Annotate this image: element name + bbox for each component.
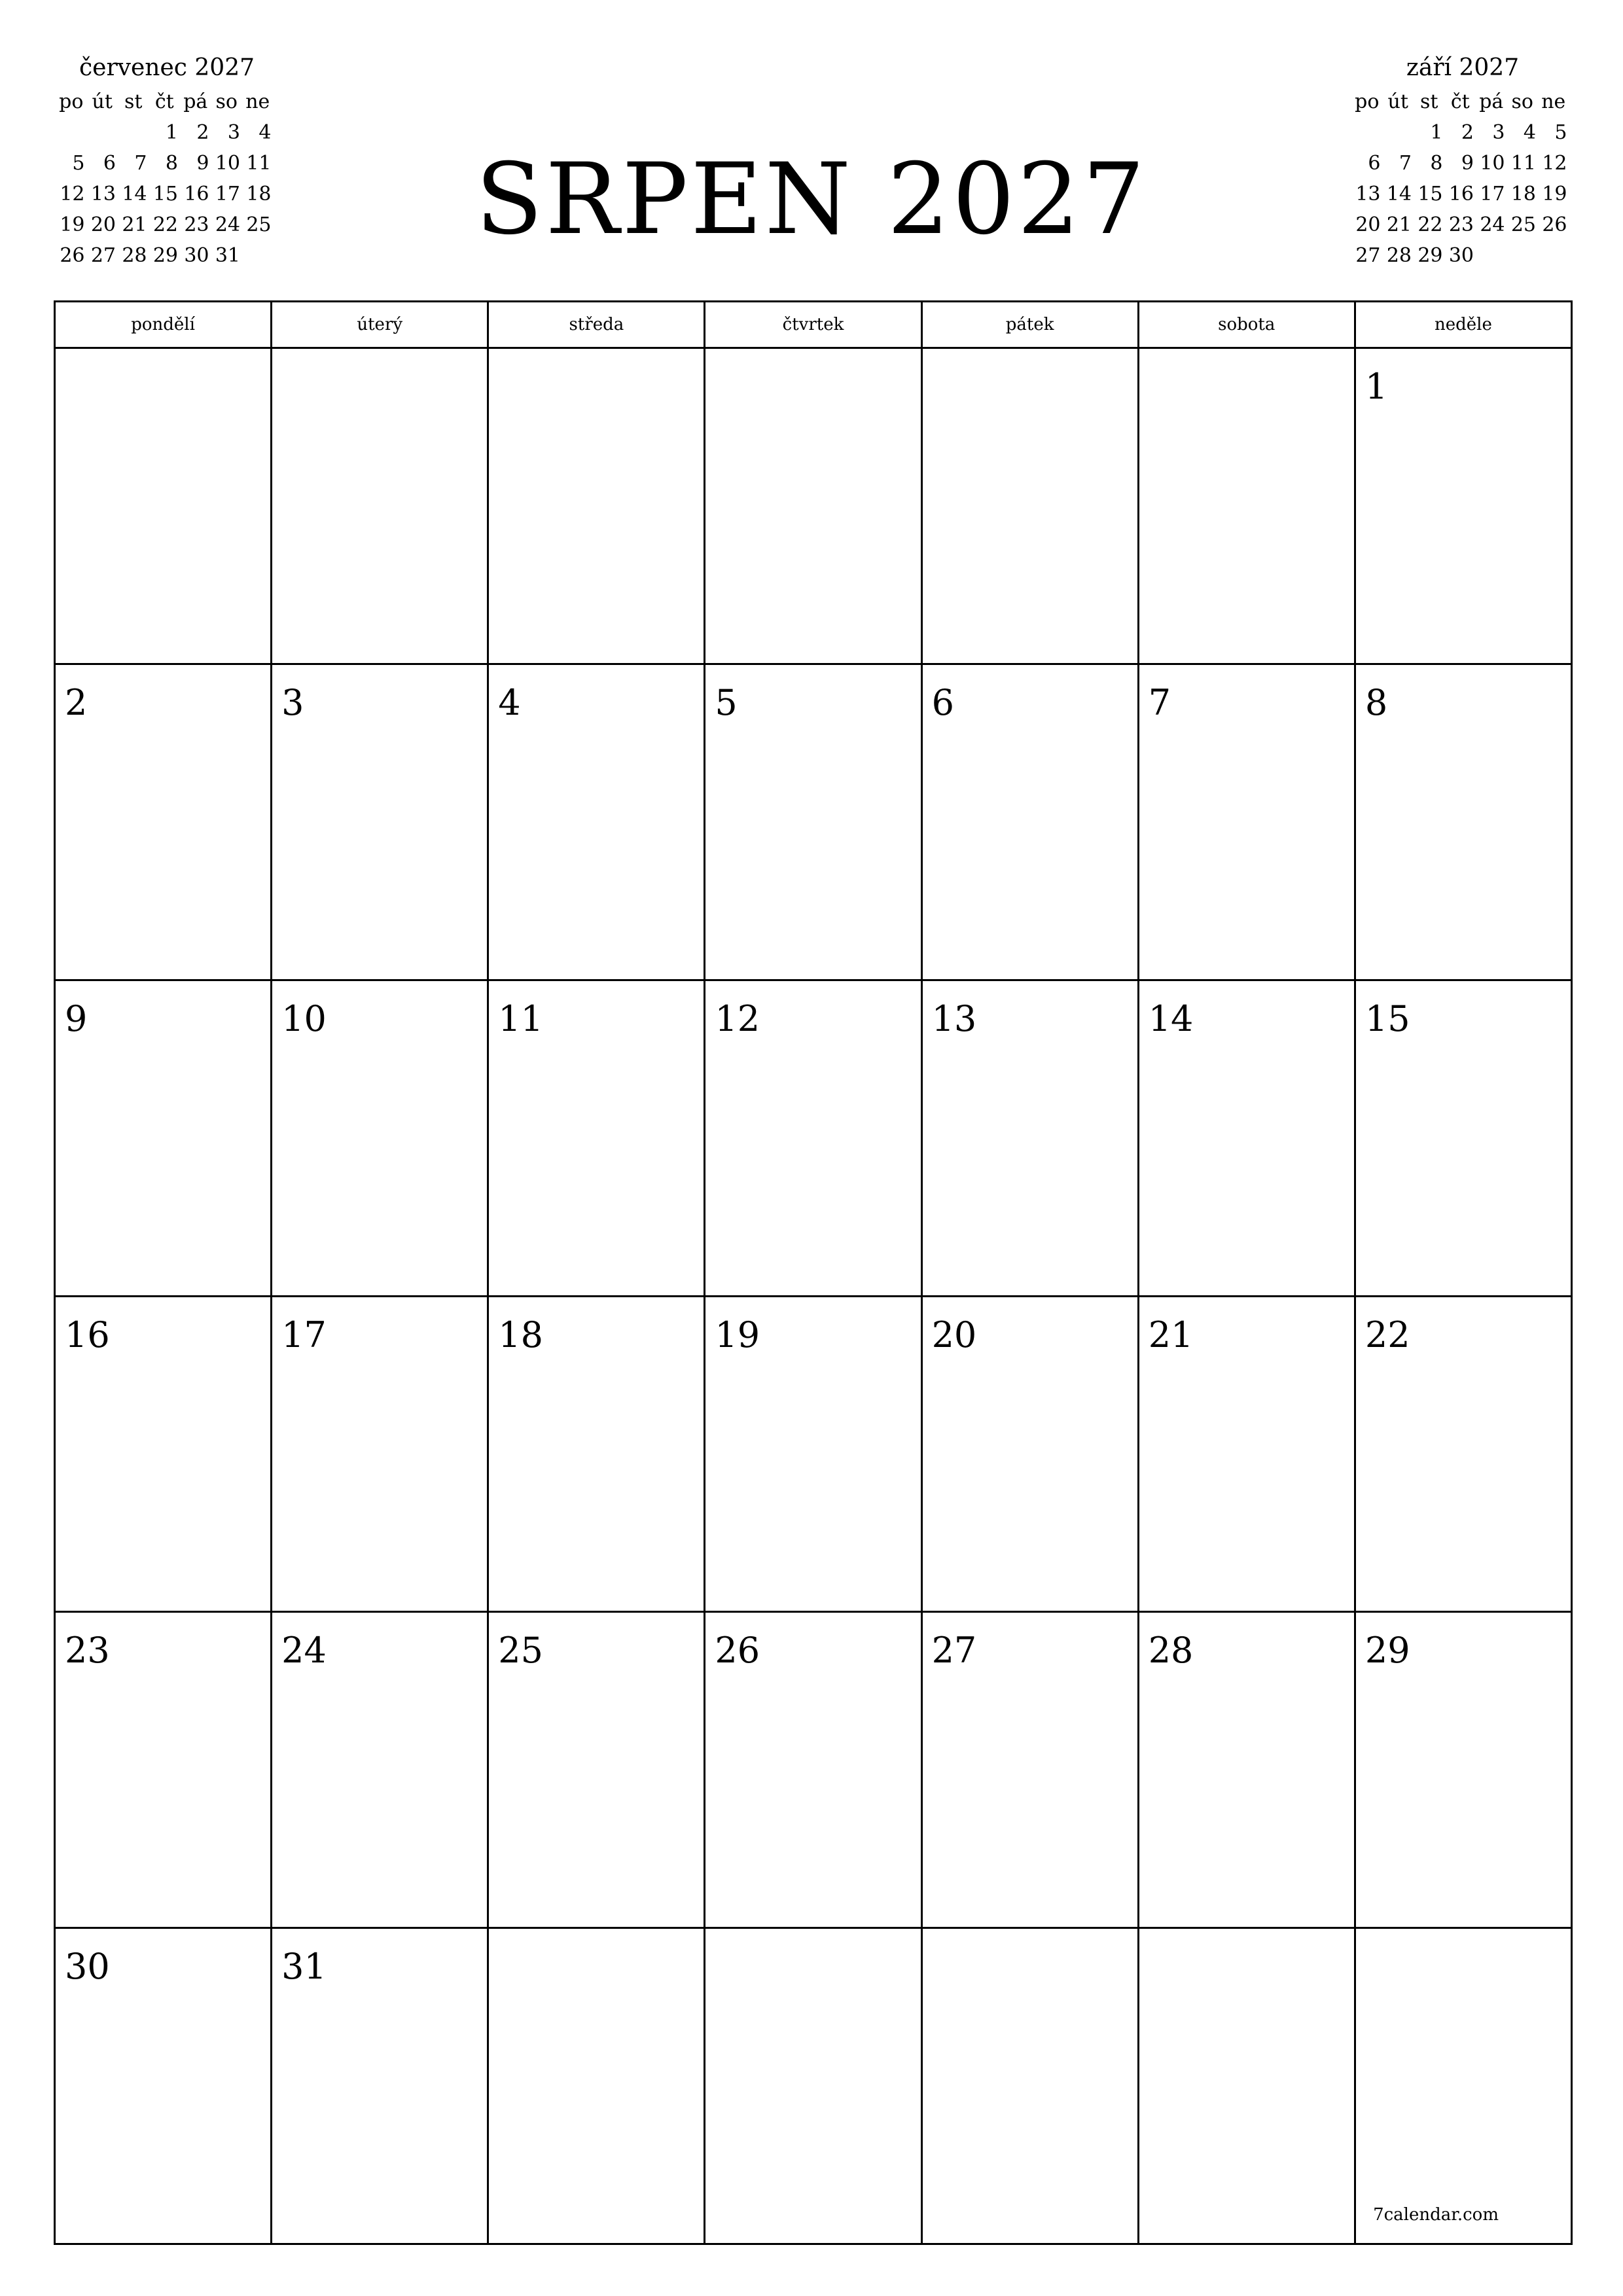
day-number: 23 <box>65 1630 110 1672</box>
mini-day: 27 <box>1355 244 1381 267</box>
mini-day: 3 <box>1492 121 1505 144</box>
day-cell <box>1356 665 1573 981</box>
day-number: 11 <box>498 997 543 1039</box>
mini-weekday-header: út <box>1387 90 1408 113</box>
weekday-header: pátek <box>923 302 1139 349</box>
mini-weekday-header: st <box>124 90 143 113</box>
day-cell <box>489 981 705 1297</box>
mini-day <box>1507 240 1539 271</box>
day-cell <box>489 1613 705 1929</box>
mini-day: 30 <box>184 244 209 267</box>
day-cell <box>1139 981 1356 1297</box>
day-number: 17 <box>281 1314 327 1355</box>
mini-day: 26 <box>1542 213 1567 236</box>
mini-day: 16 <box>1448 183 1474 206</box>
day-cell <box>1356 981 1573 1297</box>
day-cell <box>489 1297 705 1613</box>
mini-day: 17 <box>1480 183 1505 206</box>
day-number: 29 <box>1364 1630 1410 1672</box>
mini-day: 22 <box>1418 213 1443 236</box>
mini-calendar-next-grid <box>1351 86 1574 271</box>
day-number: 25 <box>498 1630 543 1672</box>
weekday-header: čtvrtek <box>705 302 922 349</box>
mini-weekday-header: po <box>1355 90 1380 113</box>
day-number: 15 <box>1364 997 1410 1039</box>
mini-weekday-header: pá <box>1479 90 1504 113</box>
mini-day: 28 <box>122 244 147 267</box>
mini-day: 20 <box>90 213 116 236</box>
day-number: 19 <box>715 1314 760 1355</box>
day-number: 6 <box>931 681 954 723</box>
day-cell <box>1139 1929 1356 2245</box>
mini-day: 1 <box>165 121 178 144</box>
mini-calendar-next-title: září 2027 <box>1406 54 1520 81</box>
day-cell <box>1356 1297 1573 1613</box>
mini-day: 2 <box>196 121 209 144</box>
day-number: 31 <box>281 1946 327 1988</box>
mini-day: 18 <box>1510 183 1536 206</box>
day-number: 22 <box>1364 1314 1410 1355</box>
mini-day: 20 <box>1355 213 1381 236</box>
day-cell <box>1139 1297 1356 1613</box>
mini-day: 25 <box>1510 213 1536 236</box>
mini-day: 11 <box>246 152 272 175</box>
day-number: 2 <box>65 681 88 723</box>
day-cell <box>923 981 1139 1297</box>
mini-day <box>1476 240 1507 271</box>
mini-day: 12 <box>1542 152 1567 175</box>
mini-weekday-header: út <box>92 90 113 113</box>
day-cell <box>56 349 272 665</box>
mini-day: 3 <box>227 121 240 144</box>
mini-day: 25 <box>246 213 272 236</box>
mini-day: 12 <box>60 183 85 206</box>
mini-day: 5 <box>72 152 85 175</box>
day-cell <box>1139 349 1356 665</box>
day-cell <box>923 349 1139 665</box>
day-cell <box>705 981 922 1297</box>
day-cell <box>56 665 272 981</box>
day-cell <box>272 1297 489 1613</box>
day-number: 20 <box>931 1314 977 1355</box>
mini-day: 5 <box>1554 121 1567 144</box>
weekday-header: středa <box>489 302 705 349</box>
day-number: 26 <box>715 1630 760 1672</box>
mini-weekday-header: po <box>59 90 84 113</box>
day-cell <box>272 1613 489 1929</box>
mini-day: 7 <box>1399 152 1412 175</box>
mini-calendar-previous-title: červenec 2027 <box>79 54 255 81</box>
day-number: 30 <box>65 1946 110 1988</box>
day-cell <box>272 1929 489 2245</box>
day-number: 12 <box>715 997 760 1039</box>
day-cell <box>705 349 922 665</box>
day-number: 14 <box>1148 997 1194 1039</box>
mini-day: 6 <box>1368 152 1381 175</box>
day-number: 4 <box>498 681 521 723</box>
mini-day: 14 <box>1386 183 1412 206</box>
mini-day: 23 <box>184 213 209 236</box>
mini-day: 19 <box>1542 183 1567 206</box>
day-cell <box>1356 1613 1573 1929</box>
mini-day: 13 <box>90 183 116 206</box>
mini-day: 31 <box>215 244 240 267</box>
mini-weekday-header: ne <box>245 90 270 113</box>
day-cell <box>56 981 272 1297</box>
mini-day: 9 <box>1461 152 1474 175</box>
day-cell <box>272 665 489 981</box>
day-number: 18 <box>498 1314 543 1355</box>
mini-day: 7 <box>134 152 147 175</box>
day-cell <box>705 665 922 981</box>
day-cell <box>1356 349 1573 665</box>
day-cell <box>1139 665 1356 981</box>
mini-day: 15 <box>1418 183 1443 206</box>
watermark-text: 7calendar.com <box>1373 2205 1499 2225</box>
mini-day: 24 <box>1480 213 1505 236</box>
mini-day: 21 <box>122 213 147 236</box>
weekday-header: pondělí <box>56 302 272 349</box>
mini-day: 18 <box>246 183 272 206</box>
mini-weekday-header: so <box>1511 90 1533 113</box>
mini-day: 26 <box>60 244 85 267</box>
month-grid <box>54 300 1573 2245</box>
day-cell <box>923 1297 1139 1613</box>
weekday-header: sobota <box>1139 302 1356 349</box>
mini-day: 22 <box>152 213 178 236</box>
mini-day: 1 <box>1430 121 1443 144</box>
mini-day: 8 <box>165 152 178 175</box>
mini-day: 19 <box>60 213 85 236</box>
mini-day <box>1538 240 1569 271</box>
day-cell <box>489 665 705 981</box>
mini-weekday-header: so <box>215 90 238 113</box>
mini-day: 21 <box>1386 213 1412 236</box>
day-cell <box>272 349 489 665</box>
mini-calendar-next <box>1351 52 1574 271</box>
mini-day: 24 <box>215 213 240 236</box>
day-number: 3 <box>281 681 304 723</box>
mini-day: 2 <box>1461 121 1474 144</box>
mini-day: 28 <box>1386 244 1412 267</box>
day-cell <box>56 1297 272 1613</box>
day-number: 7 <box>1148 681 1171 723</box>
mini-day: 29 <box>1418 244 1443 267</box>
mini-day: 4 <box>259 121 272 144</box>
weekday-header: neděle <box>1356 302 1573 349</box>
day-number: 9 <box>65 997 88 1039</box>
mini-day: 17 <box>215 183 240 206</box>
mini-day: 16 <box>184 183 209 206</box>
day-cell <box>272 981 489 1297</box>
day-number: 8 <box>1364 681 1388 723</box>
day-cell <box>923 665 1139 981</box>
day-cell <box>705 1297 922 1613</box>
day-cell <box>56 1929 272 2245</box>
day-number: 21 <box>1148 1314 1194 1355</box>
mini-day: 15 <box>152 183 178 206</box>
mini-day: 23 <box>1448 213 1474 236</box>
day-number: 13 <box>931 997 977 1039</box>
day-cell <box>489 349 705 665</box>
day-number: 24 <box>281 1630 327 1672</box>
day-cell <box>56 1613 272 1929</box>
mini-day: 6 <box>103 152 116 175</box>
mini-day <box>1351 117 1383 148</box>
day-cell <box>1356 1929 1573 2245</box>
day-cell <box>1139 1613 1356 1929</box>
mini-weekday-header: ne <box>1541 90 1566 113</box>
mini-weekday-header: pá <box>183 90 208 113</box>
mini-day: 9 <box>196 152 209 175</box>
mini-day: 13 <box>1355 183 1381 206</box>
mini-day: 8 <box>1430 152 1443 175</box>
page-title: SRPEN 2027 <box>475 143 1148 257</box>
day-number: 16 <box>65 1314 110 1355</box>
mini-day: 11 <box>1510 152 1536 175</box>
day-number: 27 <box>931 1630 977 1672</box>
day-number: 1 <box>1364 366 1388 407</box>
mini-day: 10 <box>215 152 240 175</box>
mini-day: 4 <box>1523 121 1536 144</box>
day-cell <box>489 1929 705 2245</box>
mini-day: 10 <box>1480 152 1505 175</box>
mini-day: 27 <box>90 244 116 267</box>
mini-day: 14 <box>122 183 147 206</box>
mini-day <box>1383 117 1414 148</box>
mini-weekday-header: st <box>1420 90 1438 113</box>
mini-weekday-header: čt <box>1450 90 1470 113</box>
weekday-header: úterý <box>272 302 489 349</box>
mini-day: 30 <box>1448 244 1474 267</box>
day-cell <box>923 1613 1139 1929</box>
day-number: 10 <box>281 997 327 1039</box>
mini-day: 29 <box>152 244 178 267</box>
day-number: 28 <box>1148 1630 1194 1672</box>
day-cell <box>705 1929 922 2245</box>
day-cell <box>923 1929 1139 2245</box>
mini-weekday-header: čt <box>154 90 174 113</box>
day-number: 5 <box>715 681 738 723</box>
day-cell <box>705 1613 922 1929</box>
